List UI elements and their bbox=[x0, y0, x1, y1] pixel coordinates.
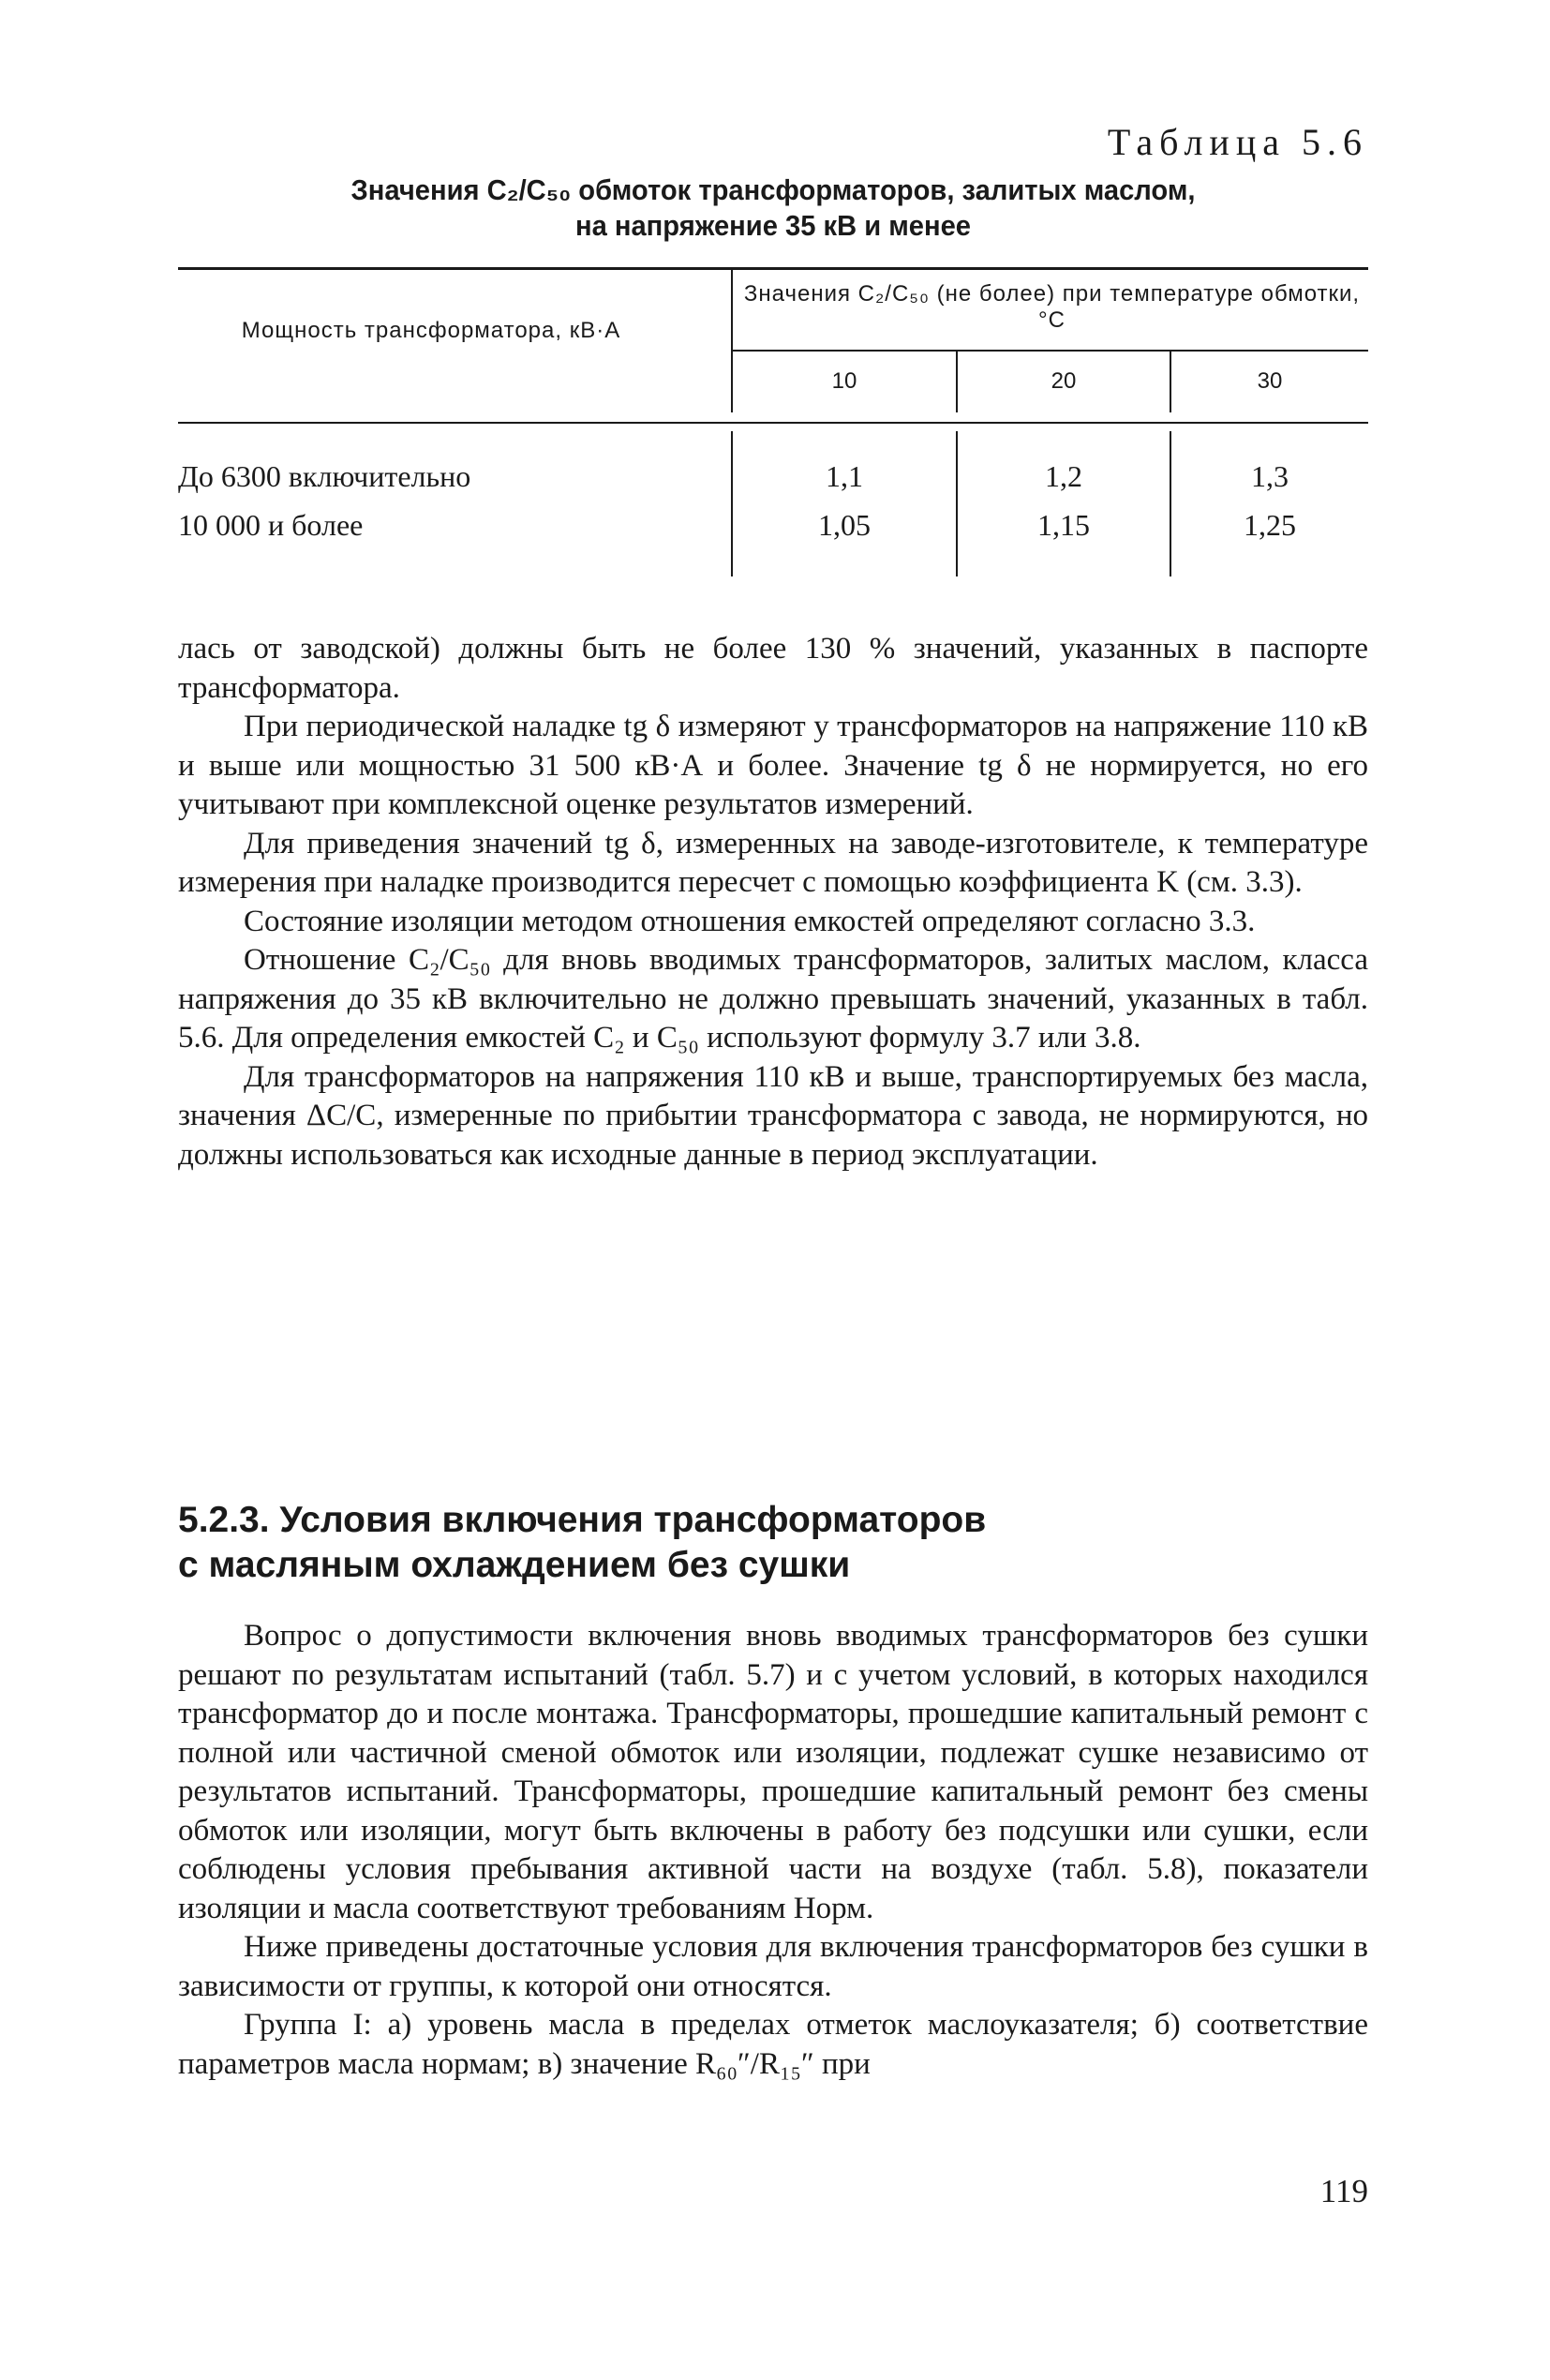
row-2-power: 10 000 и более bbox=[178, 508, 364, 542]
table-temp-divider-1-body bbox=[956, 431, 958, 576]
paragraph-7: Вопрос о допустимости включения вновь вводимых трансформаторов без сушки решают по результатам испытаний (табл. 5.7) и с учетом условий, в которых находился трансформатор до и после монтажа. Трансформаторы, прошедшие капитальный ремонт с полной или частичной сменой обмоток или изоляции, подлежат сушке независимо от результатов испытаний. Трансформаторы, прошедшие капитальный ремонт без смены обмоток или изоляции, могут быть включены в работу без подсушки или сушки, если соблюдены условия пребывания активной части на воздухе (табл. 5.8), показатели изоляции и масла соответствуют требованиям Норм. bbox=[178, 1619, 1368, 1925]
temp-header-10: 10 bbox=[831, 368, 857, 394]
paragraph-2: При периодической наладке tg δ измеряют у трансформаторов на напряжение 110 кВ и выше или мощностью 31 500 кВ·А и более. Значение tg δ не нормируется, но его учитывают при комплексной оценке результатов измерений. bbox=[178, 710, 1368, 821]
row-1-value-20: 1,2 bbox=[1045, 459, 1082, 493]
paragraph-9: Группа I: а) уровень масла в пределах отметок маслоуказателя; б) соответствие параметров масла нормам; в) значение R₆₀″/R₁₅″ при bbox=[178, 2008, 1368, 2081]
temp-header-20: 20 bbox=[1051, 368, 1077, 394]
body-text-top bbox=[178, 630, 1368, 1175]
paragraph-3: Для приведения значений tg δ, измеренных на заводе-изготовителе, к температуре измерения при наладке производится пересчет с помощью коэффициента K (см. 3.3). bbox=[178, 826, 1368, 899]
table-temp-divider-2-body bbox=[1170, 431, 1171, 576]
table-title-line-2: на напряжение 35 кВ и менее bbox=[574, 209, 972, 242]
paragraph-6: Для трансформаторов на напряжения 110 кВ и выше, транспортируемых без масла, значения ΔC/C, измеренные по прибытии трансформатора с завода, не нормируются, но должны использоваться как исходные данные в период эксплуатации. bbox=[178, 1059, 1368, 1172]
body-text-bottom bbox=[178, 1617, 1368, 2084]
col-header-power: Мощность трансформатора, кВ·А bbox=[241, 318, 621, 343]
table-top-rule bbox=[178, 267, 1368, 270]
row-2-value-10: 1,05 bbox=[818, 508, 871, 542]
row-1-value-10: 1,1 bbox=[826, 459, 863, 493]
row-2-value-20: 1,15 bbox=[1037, 508, 1090, 542]
row-1-power: До 6300 включительно bbox=[178, 459, 471, 493]
paragraph-1: лась от заводской) должны быть не более 130 % значений, указанных в паспорте трансформатора. bbox=[178, 632, 1368, 705]
section-heading bbox=[178, 1498, 1368, 1588]
temp-header-30: 30 bbox=[1257, 368, 1283, 394]
col-header-values: Значения C₂/C₅₀ (не более) при температуре обмотки, °С bbox=[743, 281, 1361, 333]
page-number: 119 bbox=[1319, 2173, 1368, 2209]
table-title bbox=[214, 172, 1333, 244]
paragraph-4: Состояние изоляции методом отношения емкостей определяют согласно 3.3. bbox=[244, 904, 1256, 938]
row-2-value-30: 1,25 bbox=[1244, 508, 1296, 542]
table-title-line-1: Значения C₂/C₅₀ обмоток трансформаторов, залитых маслом, bbox=[350, 173, 1196, 206]
section-heading-line-1: 5.2.3. Условия включения трансформаторов bbox=[178, 1500, 987, 1540]
row-1-value-30: 1,3 bbox=[1251, 459, 1289, 493]
table-col-divider-body bbox=[731, 431, 733, 576]
table-header-rule bbox=[178, 422, 1368, 424]
paragraph-8: Ниже приведены достаточные условия для включения трансформаторов без сушки в зависимости от группы, к которой они относятся. bbox=[178, 1930, 1368, 2003]
table-subheader-rule bbox=[733, 350, 1368, 352]
data-table bbox=[178, 267, 1368, 576]
table-label: Таблица 5.6 bbox=[1107, 121, 1368, 163]
section-heading-line-2: с масляным охлаждением без сушки bbox=[178, 1545, 851, 1585]
paragraph-5: Отношение C₂/C₅₀ для вновь вводимых трансформаторов, залитых маслом, класса напряжения до 35 кВ включительно не должно превышать значений, указанных в табл. 5.6. Для определения емкостей C₂ и C₅₀ используют формулу 3.7 или 3.8. bbox=[178, 943, 1368, 1055]
